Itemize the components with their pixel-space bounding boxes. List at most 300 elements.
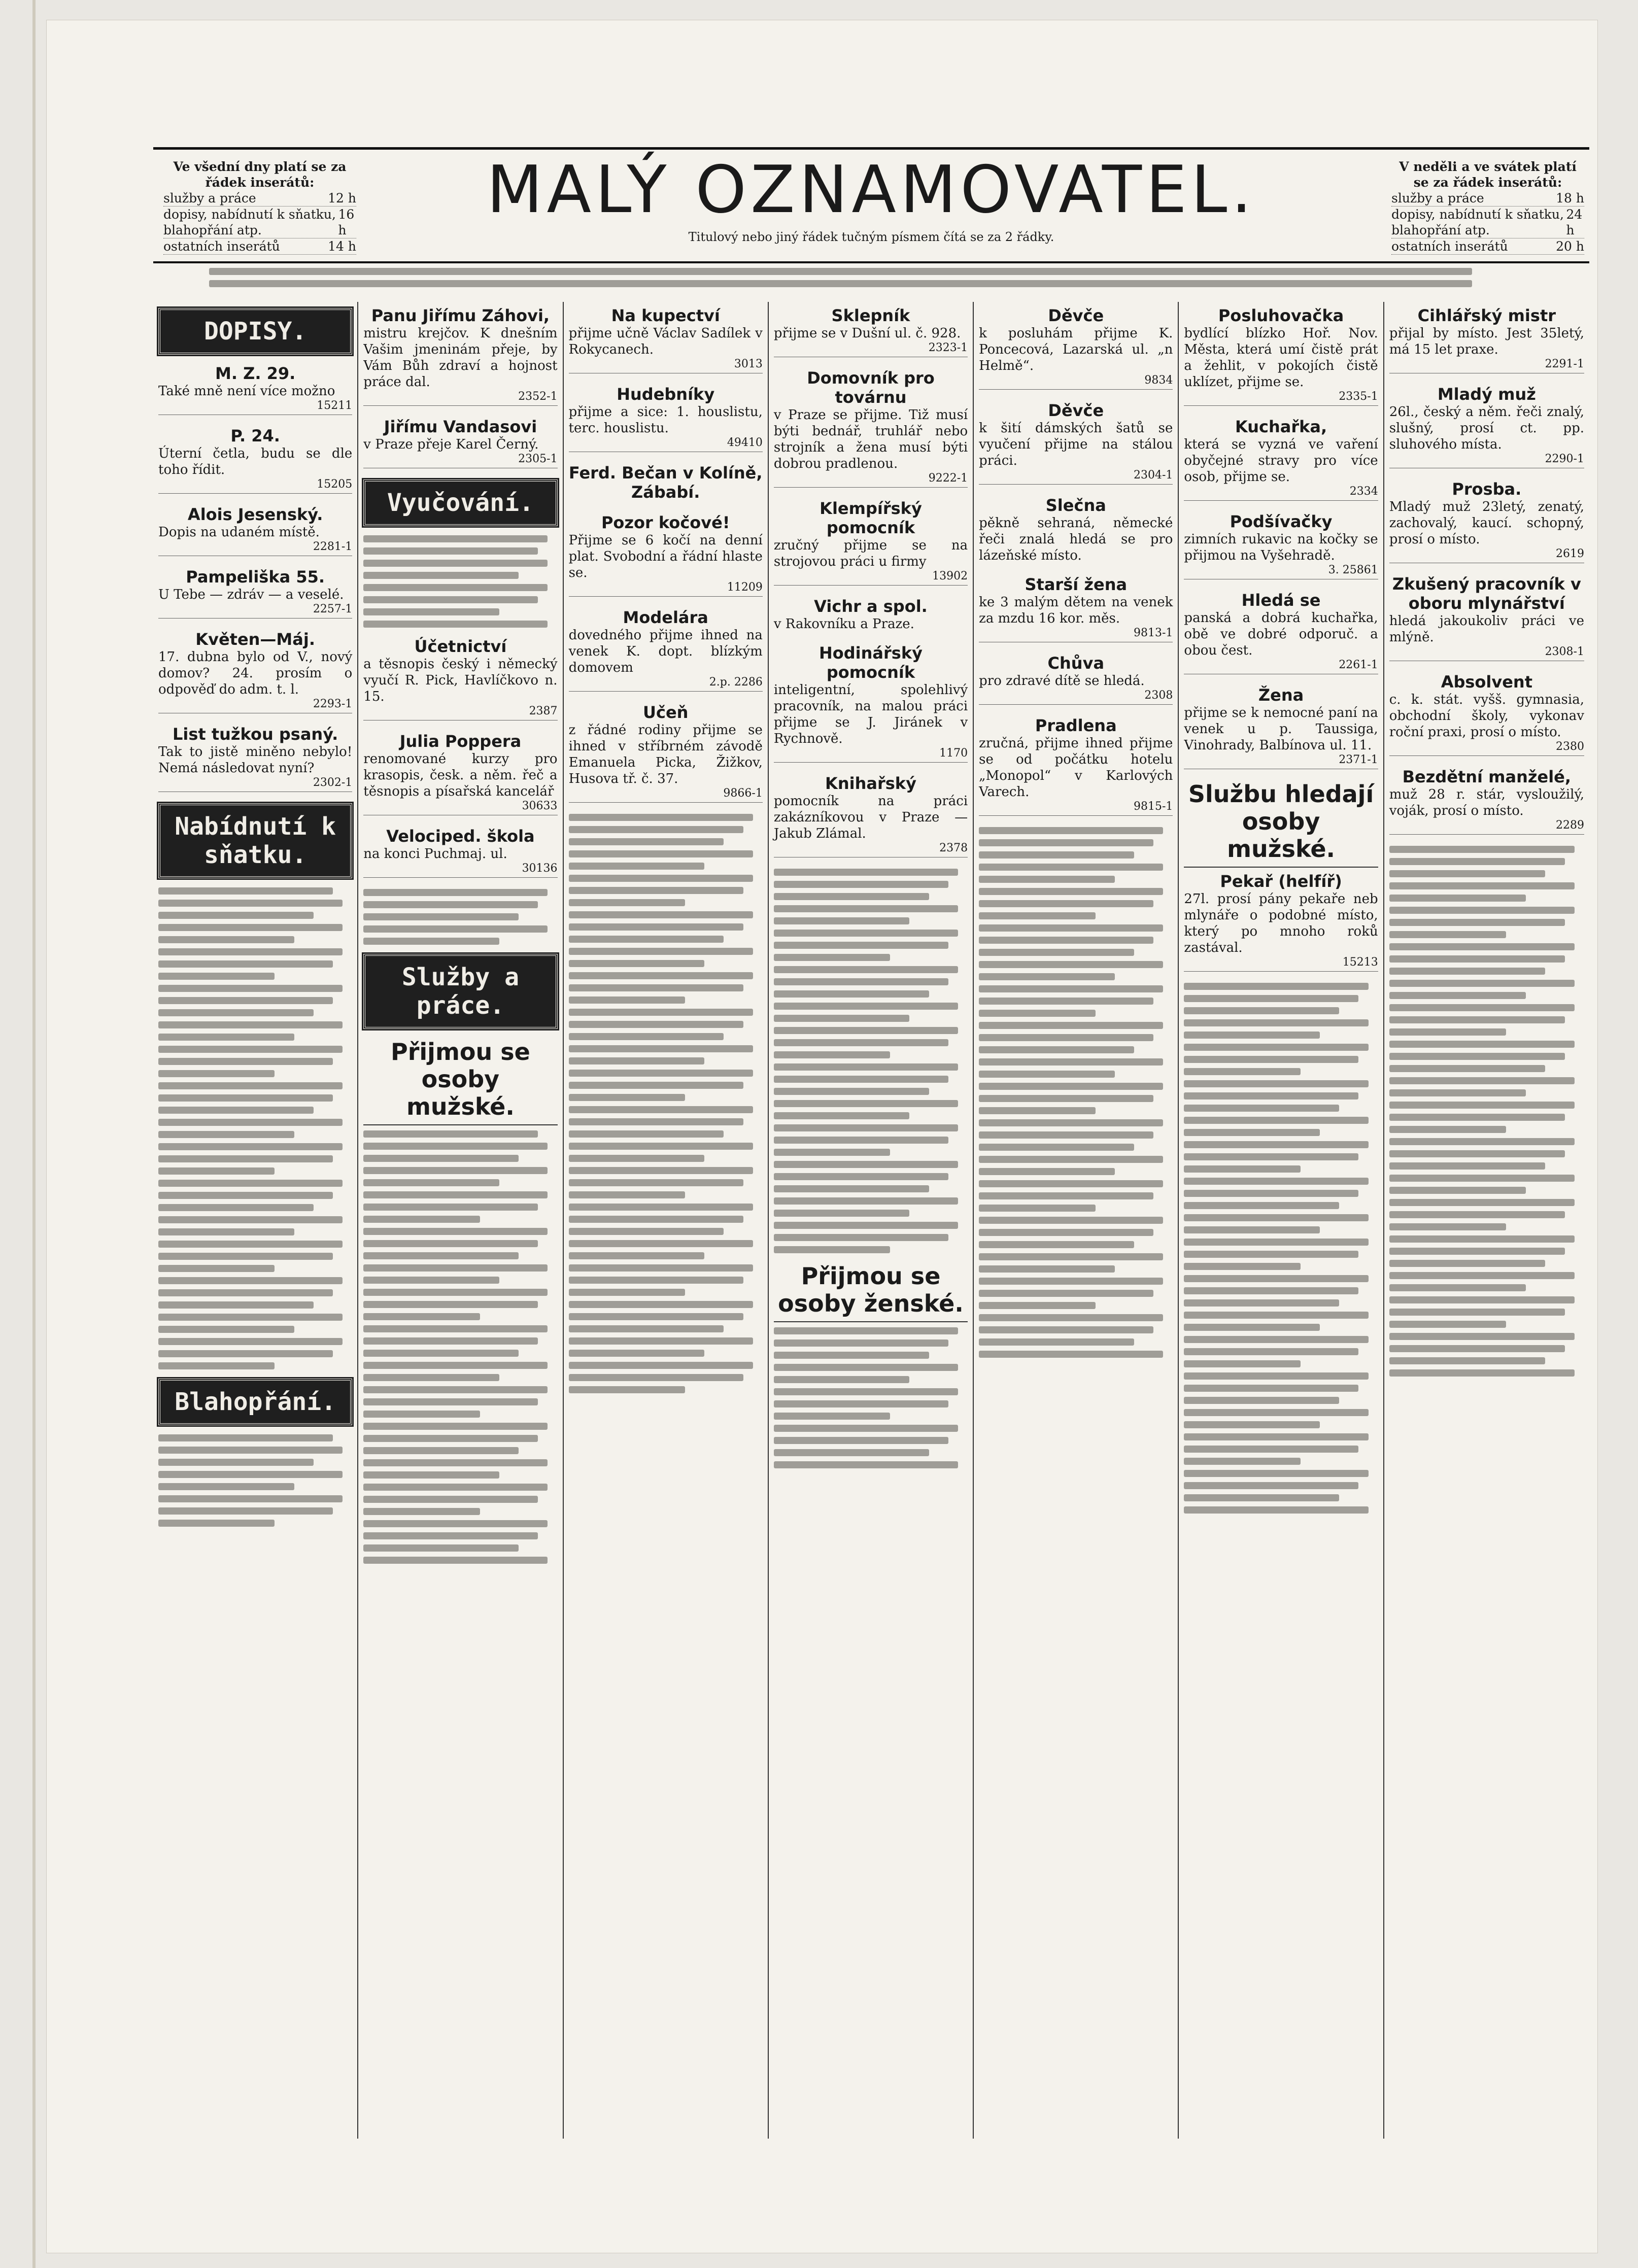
text-line	[569, 899, 685, 906]
text-line	[158, 1155, 333, 1162]
text-line	[569, 936, 724, 943]
text-line	[979, 1095, 1153, 1102]
text-line	[363, 901, 538, 908]
section-nabidnuti: Nabídnutí k sňatku.	[158, 803, 352, 878]
ad-title: Pradlena	[1035, 716, 1117, 735]
text-line	[158, 1021, 343, 1028]
ad-title: Děvče	[1048, 401, 1104, 420]
text-line	[363, 1496, 538, 1503]
ad-text: 17. dubna bylo od V., nový domov? 24. prosím o odpověď do adm. t. l.	[158, 649, 353, 697]
text-line	[1184, 1397, 1339, 1404]
ad-text: Mladý muž 23letý, zenatý, zachovalý, kaucí. schopný, prosí o místo.	[1389, 499, 1584, 547]
text-line	[1184, 1299, 1339, 1307]
text-line	[979, 1265, 1115, 1273]
text-line	[363, 1277, 499, 1284]
ad-block	[979, 654, 1173, 705]
ad-title: Na kupectví	[611, 306, 720, 325]
text-line	[979, 1083, 1163, 1090]
text-line	[774, 1222, 958, 1229]
ad-ref: 2281-1	[158, 540, 352, 556]
ad-text: zimních rukavic na kočky se přijmou na Vyšehradě.	[1184, 532, 1378, 563]
ad-ref: 11209	[569, 581, 763, 597]
text-line	[569, 972, 753, 979]
text-line	[1389, 992, 1526, 999]
text-line	[569, 1289, 685, 1296]
ad-text: přijal by místo. Jest 35letý, má 15 let praxe.	[1389, 326, 1584, 357]
text-line	[569, 1118, 743, 1125]
text-line	[774, 1124, 958, 1131]
ad-title: Sklepník	[831, 306, 910, 325]
rate-label: služby a práce	[163, 191, 256, 205]
text-line	[158, 1046, 343, 1053]
text-line	[1389, 1016, 1565, 1023]
text-line	[363, 621, 548, 628]
text-line	[1184, 1348, 1358, 1355]
text-line	[363, 1471, 499, 1479]
text-line	[158, 1507, 333, 1515]
text-line	[569, 1216, 743, 1223]
rate-row	[1391, 190, 1584, 207]
text-line	[979, 900, 1153, 907]
text-line	[979, 1168, 1115, 1175]
text-line	[363, 1301, 538, 1308]
ad-title: Květen—Máj.	[195, 630, 315, 649]
text-line	[158, 1471, 343, 1478]
illegible-ads	[363, 889, 557, 945]
text-line	[1184, 1080, 1368, 1087]
text-line	[158, 1301, 314, 1309]
rate-price: 12 h	[328, 191, 356, 205]
text-line	[1184, 1019, 1368, 1026]
text-line	[158, 948, 343, 955]
text-line	[1389, 1150, 1565, 1157]
holiday-rates	[1391, 159, 1584, 255]
ad-block	[1184, 685, 1378, 769]
text-line	[1389, 846, 1575, 853]
text-line	[569, 1252, 705, 1259]
rate-label: dopisy, nabídnutí k sňatku, blahopřání atp.	[163, 207, 336, 237]
text-line	[774, 1137, 948, 1144]
text-line	[1389, 1211, 1565, 1218]
illegible-ads	[774, 1327, 968, 1468]
text-line	[1389, 1296, 1575, 1303]
text-line	[774, 1027, 958, 1034]
text-line	[569, 996, 685, 1004]
text-line	[158, 1034, 294, 1041]
text-line	[979, 912, 1095, 919]
ad-ref: 2308	[979, 689, 1173, 705]
ad-title: Účetnictví	[414, 637, 507, 656]
text-line	[158, 1070, 275, 1077]
text-line	[1389, 1053, 1565, 1060]
ad-block	[363, 306, 557, 406]
text-line	[363, 1374, 499, 1381]
illegible-ads	[569, 814, 763, 1393]
text-line	[979, 1302, 1095, 1309]
ad-text: U Tebe — zdráv — a veselé.	[158, 587, 344, 602]
ad-text: pomocník na práci zakázníkovou v Praze — Jakub Zlámal.	[773, 794, 968, 841]
text-line	[774, 1400, 948, 1407]
ad-block	[1389, 306, 1584, 373]
text-line	[1184, 1141, 1368, 1148]
text-line	[774, 1088, 929, 1095]
text-line	[774, 942, 948, 949]
text-line	[1184, 1190, 1358, 1197]
ad-text: 26l., český a něm. řeči znalý, slušný, prosí ct. pp. sluhového místa.	[1389, 404, 1584, 452]
ad-text: Úterní četla, budu se dle toho řídit.	[158, 446, 353, 477]
text-line	[158, 1216, 343, 1223]
text-line	[774, 954, 890, 961]
ad-block	[1184, 512, 1378, 579]
text-line	[1184, 1117, 1368, 1124]
text-line	[774, 1461, 958, 1468]
text-line	[569, 1143, 753, 1150]
text-line	[158, 1119, 343, 1126]
ad-title: List tužkou psaný.	[173, 725, 338, 744]
text-line	[363, 1532, 538, 1539]
text-line	[774, 1161, 958, 1168]
ad-block	[774, 597, 968, 632]
text-line	[363, 535, 548, 542]
ad-block	[158, 725, 352, 792]
ad-text: z řádné rodiny přijme se ihned v stříbrném závodě Emanuela Picka, Žižkov, Husova tř. č. 37.	[568, 723, 763, 786]
text-line	[979, 1144, 1134, 1151]
text-line	[774, 893, 929, 900]
text-line	[1184, 1458, 1300, 1465]
text-line	[158, 1459, 314, 1466]
text-line	[569, 1082, 743, 1089]
text-line	[1184, 1433, 1368, 1440]
text-line	[979, 1351, 1163, 1358]
ad-text: pěkně sehraná, německé řeči znalá hledá se pro lázeňské místo.	[979, 516, 1173, 563]
text-line	[1184, 1336, 1368, 1343]
text-line	[1389, 919, 1565, 926]
text-line	[158, 1143, 343, 1150]
text-line	[1389, 1235, 1575, 1243]
text-line	[1184, 1372, 1368, 1380]
text-line	[569, 1301, 753, 1308]
text-line	[1389, 1041, 1575, 1048]
ad-block	[1184, 417, 1378, 501]
ad-title: Domovník pro továrnu	[807, 368, 935, 407]
text-line	[774, 1185, 929, 1192]
text-line	[569, 1204, 753, 1211]
ad-ref: 2619	[1389, 547, 1584, 563]
text-line	[363, 1289, 548, 1296]
text-line	[1184, 1202, 1339, 1209]
ad-ref: 9815-1	[979, 800, 1173, 816]
ad-block	[158, 567, 352, 618]
text-line	[1184, 1312, 1368, 1319]
text-line	[363, 1204, 538, 1211]
text-line	[363, 1557, 548, 1564]
section-blahoprani: Blahopřání.	[158, 1379, 352, 1425]
ad-block	[1389, 672, 1584, 756]
text-line	[363, 547, 538, 555]
ad-block	[979, 716, 1173, 816]
text-line	[569, 826, 743, 833]
ad-title: Hudebníky	[617, 385, 715, 404]
text-line	[774, 869, 958, 876]
ad-block	[979, 496, 1173, 564]
text-line	[1389, 1260, 1545, 1267]
text-line	[774, 1327, 958, 1334]
ad-ref: 15213	[1184, 956, 1378, 972]
text-line	[363, 1337, 538, 1345]
text-line	[363, 1435, 538, 1442]
text-line	[569, 1130, 724, 1138]
ad-ref: 30136	[363, 862, 557, 878]
ad-title: Klempířský pomocník	[820, 499, 922, 537]
ad-text: k posluhám přijme K. Poncecová, Lazarská ul. „n Helmě“.	[979, 326, 1173, 373]
text-line	[158, 1192, 333, 1199]
notice-text	[209, 263, 1539, 292]
text-line	[363, 1143, 548, 1150]
ad-text: Tak to jistě miněno nebylo! Nemá následovat nyní?	[158, 744, 353, 776]
ad-block	[569, 463, 763, 502]
text-line	[1184, 1324, 1320, 1331]
rate-row	[1391, 207, 1584, 238]
text-line	[363, 584, 548, 591]
text-line	[569, 911, 753, 918]
text-line	[158, 1253, 333, 1260]
notice-line	[209, 280, 1472, 287]
text-line	[1389, 1272, 1575, 1279]
ad-ref: 2371-1	[1184, 753, 1378, 769]
text-line	[569, 887, 743, 894]
text-line	[363, 1423, 548, 1430]
ad-block	[979, 306, 1173, 390]
ad-title: Hodinářský pomocník	[819, 643, 923, 682]
text-line	[774, 1364, 958, 1371]
text-line	[158, 1241, 343, 1248]
ad-title: Zkušený pracovník v oboru mlynářství	[1392, 574, 1581, 613]
text-line	[1389, 1199, 1575, 1206]
ad-block	[363, 732, 557, 815]
text-line	[1389, 907, 1575, 914]
text-line	[1389, 895, 1526, 902]
text-line	[363, 889, 548, 896]
text-line	[158, 1289, 333, 1296]
ad-title: Vichr a spol.	[814, 597, 928, 616]
ad-text: zručná, přijme ihned přijme se od počátku hotelu „Monopol“ v Karlových Varech.	[979, 736, 1173, 800]
text-line	[363, 1386, 548, 1393]
text-line	[1184, 1165, 1300, 1173]
ad-ref: 2304-1	[979, 469, 1173, 485]
text-line	[158, 1058, 333, 1065]
text-line	[979, 1046, 1134, 1053]
text-line	[774, 1039, 948, 1046]
text-line	[363, 1216, 480, 1223]
ad-text: na konci Puchmaj. ul.	[363, 846, 507, 862]
ad-text: v Praze přeje Karel Černý.	[363, 437, 539, 452]
ad-text: v Praze se přijme. Tiž musí býti bednář, truhlář nebo strojník a žena musí býti dobrou pradlenou.	[773, 407, 968, 471]
text-line	[158, 912, 314, 919]
notice-line	[209, 268, 1472, 275]
text-line	[979, 985, 1163, 992]
newspaper-page	[47, 20, 1597, 2253]
rate-row	[163, 207, 356, 238]
text-line	[158, 1483, 294, 1490]
section-prijmou-muzske: Přijmou se osoby mužské.	[391, 1038, 530, 1120]
ad-block	[569, 703, 763, 803]
column-1	[153, 302, 358, 2139]
ad-ref: 1170	[774, 747, 968, 763]
text-line	[774, 1234, 948, 1241]
ad-ref: 15211	[158, 399, 352, 415]
ad-ref: 9834	[979, 374, 1173, 390]
text-line	[979, 1253, 1163, 1260]
text-line	[363, 1130, 538, 1138]
ad-ref: 13902	[774, 570, 968, 586]
ad-text: c. k. stát. vyšš. gymnasia, obchodní školy, vykonav roční praxi, prosí o místo.	[1389, 692, 1584, 740]
section-dopisy: DOPISY.	[158, 308, 352, 355]
text-line	[1184, 1092, 1358, 1099]
ad-text: bydlící blízko Hoř. Nov. Města, která umí čistě prát a žehlit, v pokojích čistě uklízet, přijme se.	[1184, 326, 1378, 390]
text-line	[774, 1376, 910, 1383]
ad-block	[979, 575, 1173, 642]
ad-text: a těsnopis český i německý vyučí R. Pick, Havlíčkovo n. 15.	[363, 657, 558, 704]
text-line	[569, 1155, 705, 1162]
text-line	[1389, 955, 1565, 963]
text-line	[1389, 1187, 1526, 1194]
ad-text: přijme se v Dušní ul. č. 928.	[773, 326, 961, 341]
text-line	[569, 923, 743, 931]
text-line	[569, 1009, 753, 1016]
text-line	[1389, 1065, 1545, 1072]
text-line	[158, 997, 333, 1004]
text-line	[363, 596, 538, 603]
text-line	[363, 1398, 538, 1405]
text-line	[158, 1180, 343, 1187]
text-line	[158, 924, 343, 931]
ad-ref: 2308-1	[1389, 645, 1584, 661]
ad-ref: 9222-1	[774, 472, 968, 488]
text-line	[1184, 1239, 1368, 1246]
text-line	[363, 572, 519, 579]
text-line	[979, 1278, 1163, 1285]
text-line	[569, 1325, 724, 1332]
text-line	[1184, 1056, 1358, 1063]
text-line	[158, 960, 333, 968]
text-line	[979, 937, 1153, 944]
ad-text: přijme a sice: 1. houslistu, terc. houslistu.	[568, 404, 763, 436]
ad-title: Velociped. škola	[386, 827, 535, 846]
text-line	[979, 851, 1134, 858]
ad-title: Cihlářský mistr	[1417, 306, 1556, 325]
text-line	[1184, 1214, 1368, 1221]
text-line	[979, 1058, 1163, 1066]
text-line	[1389, 882, 1575, 889]
text-line	[569, 1313, 743, 1320]
rate-price: 20 h	[1556, 239, 1584, 254]
ad-text: v Rakovníku a Praze.	[773, 616, 914, 632]
text-line	[569, 960, 705, 967]
text-line	[1389, 1357, 1545, 1364]
ad-text: přijme se k nemocné paní na venek u p. Taussiga, Vinohrady, Balbínova ul. 11.	[1184, 705, 1378, 753]
text-line	[1389, 1089, 1526, 1096]
ad-text: muž 28 r. stár, vysloužilý, voják, prosí o místo.	[1389, 787, 1584, 818]
text-line	[1184, 1421, 1320, 1428]
ad-text: hledá jakoukoliv práci ve mlýně.	[1389, 613, 1584, 645]
text-line	[569, 1033, 724, 1040]
text-line	[1389, 858, 1565, 865]
ad-text: Dopis na udaném místě.	[158, 525, 320, 540]
text-line	[363, 1155, 519, 1162]
text-line	[363, 1350, 519, 1357]
ad-title: Starší žena	[1025, 575, 1128, 594]
text-line	[1389, 1345, 1565, 1352]
text-line	[774, 1425, 958, 1432]
ad-block	[569, 513, 763, 597]
text-line	[774, 905, 958, 912]
ad-title: Chůva	[1047, 654, 1105, 673]
text-line	[774, 917, 910, 924]
rate-row	[163, 190, 356, 207]
text-line	[363, 608, 499, 615]
ad-title: Pampeliška 55.	[186, 567, 325, 587]
illegible-ads	[774, 869, 968, 1253]
rate-label: služby a práce	[1391, 191, 1484, 205]
page-subtitle: Titulový nebo jiný řádek tučným písmem čítá se za 2 řádky.	[688, 230, 1054, 244]
text-line	[158, 1495, 343, 1502]
text-line	[979, 1241, 1134, 1248]
text-line	[158, 1107, 314, 1114]
text-line	[1184, 1385, 1358, 1392]
section-vyucovani: Vyučování.	[363, 479, 557, 526]
text-line	[1389, 968, 1545, 975]
text-line	[774, 1197, 958, 1205]
text-line	[774, 930, 958, 937]
text-line	[363, 560, 548, 567]
ad-ref: 2380	[1389, 740, 1584, 756]
text-line	[1184, 1506, 1368, 1514]
text-line	[979, 888, 1163, 895]
text-line	[1389, 1114, 1565, 1121]
text-line	[1389, 1126, 1507, 1133]
ad-text: dovedného přijme ihned na venek K. dopt. blízkým domovem	[568, 628, 763, 675]
text-line	[569, 984, 743, 991]
ad-block	[158, 364, 352, 415]
text-line	[979, 1180, 1163, 1187]
text-line	[363, 1167, 548, 1174]
text-line	[1184, 1178, 1368, 1185]
text-line	[158, 1338, 343, 1345]
ad-ref: 15205	[158, 478, 352, 494]
text-line	[1184, 1129, 1320, 1136]
column-3	[564, 302, 769, 2139]
text-line	[1389, 1321, 1507, 1328]
text-line	[979, 1107, 1095, 1114]
text-line	[569, 1167, 753, 1174]
ad-ref: 2257-1	[158, 603, 352, 618]
text-line	[1184, 1068, 1300, 1075]
text-line	[979, 1156, 1163, 1163]
rate-label: dopisy, nabídnutí k sňatku, blahopřání atp.	[1391, 207, 1564, 237]
text-line	[774, 1076, 948, 1083]
text-line	[569, 1240, 753, 1247]
text-line	[979, 1131, 1153, 1139]
text-line	[979, 1119, 1163, 1126]
text-line	[774, 1112, 910, 1119]
text-line	[979, 1217, 1163, 1224]
illegible-ads	[158, 1434, 352, 1527]
ad-ref: 30633	[363, 800, 557, 815]
text-line	[1389, 1175, 1575, 1182]
text-line	[569, 1179, 743, 1186]
text-line	[569, 1045, 753, 1052]
ad-ref: 2335-1	[1184, 390, 1378, 406]
